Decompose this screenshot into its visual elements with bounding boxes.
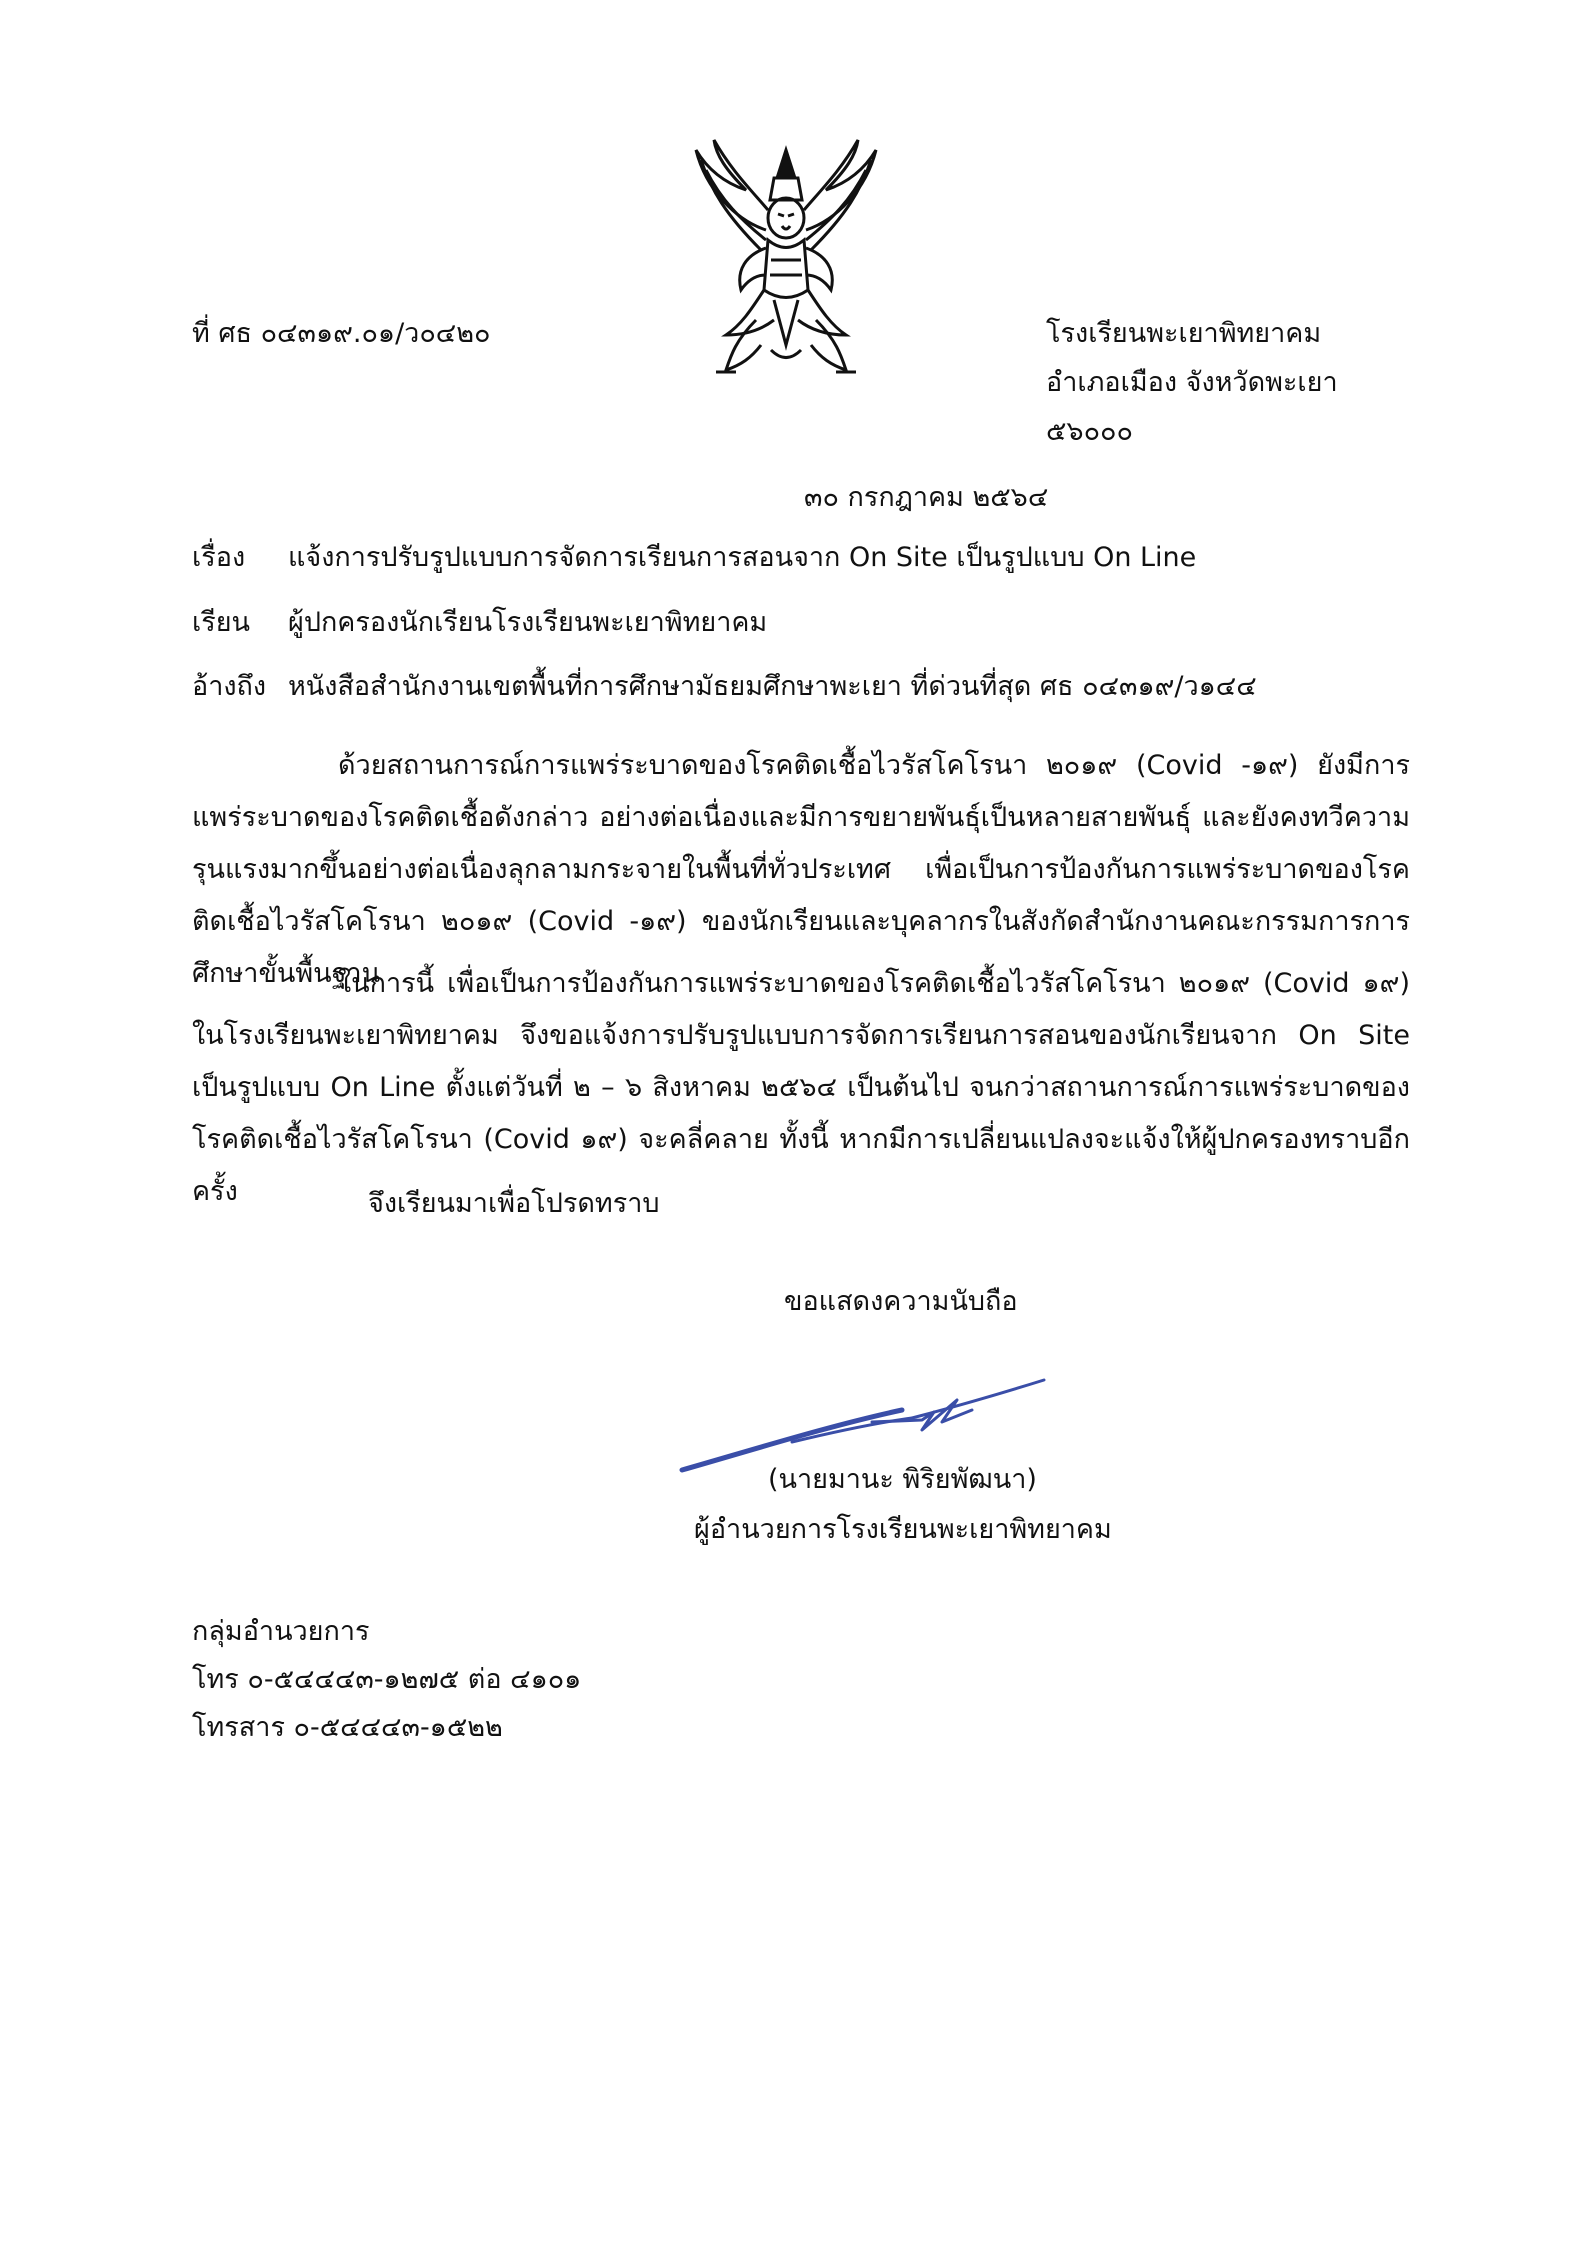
reference-label: อ้างถึง <box>192 671 267 702</box>
salutation: ขอแสดงความนับถือ <box>784 1286 1018 1317</box>
signature-scribble-icon <box>672 1360 1052 1480</box>
footer-phone: โทร ๐-๕๔๔๔๓-๑๒๗๕ ต่อ ๔๑๐๑ <box>192 1664 582 1695</box>
recipient-text: ผู้ปกครองนักเรียนโรงเรียนพะเยาพิทยาคม <box>288 607 768 638</box>
school-name: โรงเรียนพะเยาพิทยาคม <box>1046 318 1322 349</box>
letter-date: ๓๐ กรกฎาคม ๒๕๖๔ <box>804 482 1049 513</box>
postcode: ๕๖๐๐๐ <box>1046 416 1134 447</box>
body-paragraph-2: ในการนี้ เพื่อเป็นการป้องกันการแพร่ระบาดของโรคติดเชื้อไวรัสโคโรนา ๒๐๑๙ (Covid ๑๙) ในโรงเรียนพะเยาพิทยาคม จึงขอแจ้งการปรับรูปแบบการจัดการเรียนการสอนของนักเรียนจาก On Site เป็นรูปแบบ On Line ตั้งแต่วันที่ ๒ – ๖ สิงหาคม ๒๕๖๔ เป็นต้นไป จนกว่าสถานการณ์การแพร่ระบาดของโรคติดเชื้อไวรัสโคโรนา (Covid ๑๙) จะคลี่คลาย ทั้งนี้ หากมีการเปลี่ยนแปลงจะแจ้งให้ผู้ปกครองทราบอีกครั้ง <box>192 968 1410 1207</box>
reference-number: ที่ ศธ ๐๔๓๑๙.๐๑/ว๐๔๒๐ <box>192 318 491 349</box>
garuda-emblem-icon <box>686 130 886 390</box>
signer-name: (นายมานะ พิริยพัฒนา) <box>768 1464 1037 1495</box>
subject-text: แจ้งการปรับรูปแบบการจัดการเรียนการสอนจาก On Site เป็นรูปแบบ On Line <box>288 542 1197 573</box>
footer-department: กลุ่มอำนวยการ <box>192 1616 370 1647</box>
body-paragraph-2-container <box>192 958 1410 1218</box>
subject-label: เรื่อง <box>192 542 246 573</box>
body-paragraph-1: ด้วยสถานการณ์การแพร่ระบาดของโรคติดเชื้อไวรัสโคโรนา ๒๐๑๙ (Covid -๑๙) ยังมีการแพร่ระบาดของโรคติดเชื้อดังกล่าว อย่างต่อเนื่องและมีการขยายพันธุ์เป็นหลายสายพันธุ์ และยังคงทวีความรุนแรงมากขึ้นอย่างต่อเนื่องลุกลามกระจายในพื้นที่ทั่วประเทศ เพื่อเป็นการป้องกันการแพร่ระบาดของโรคติดเชื้อไวรัสโคโรนา ๒๐๑๙ (Covid -๑๙) ของนักเรียนและบุคลากรในสังกัดสำนักงานคณะกรรมการการศึกษาขั้นพื้นฐาน <box>192 750 1410 989</box>
footer-fax: โทรสาร ๐-๕๔๔๔๓-๑๕๒๒ <box>192 1712 503 1743</box>
signer-title: ผู้อำนวยการโรงเรียนพะเยาพิทยาคม <box>694 1514 1112 1545</box>
school-address: อำเภอเมือง จังหวัดพะเยา <box>1046 367 1338 398</box>
reference-text: หนังสือสำนักงานเขตพื้นที่การศึกษามัธยมศึกษาพะเยา ที่ด่วนที่สุด ศธ ๐๔๓๑๙/ว๑๔๔ <box>288 671 1257 702</box>
closing-line: จึงเรียนมาเพื่อโปรดทราบ <box>368 1188 660 1219</box>
recipient-label: เรียน <box>192 607 251 638</box>
